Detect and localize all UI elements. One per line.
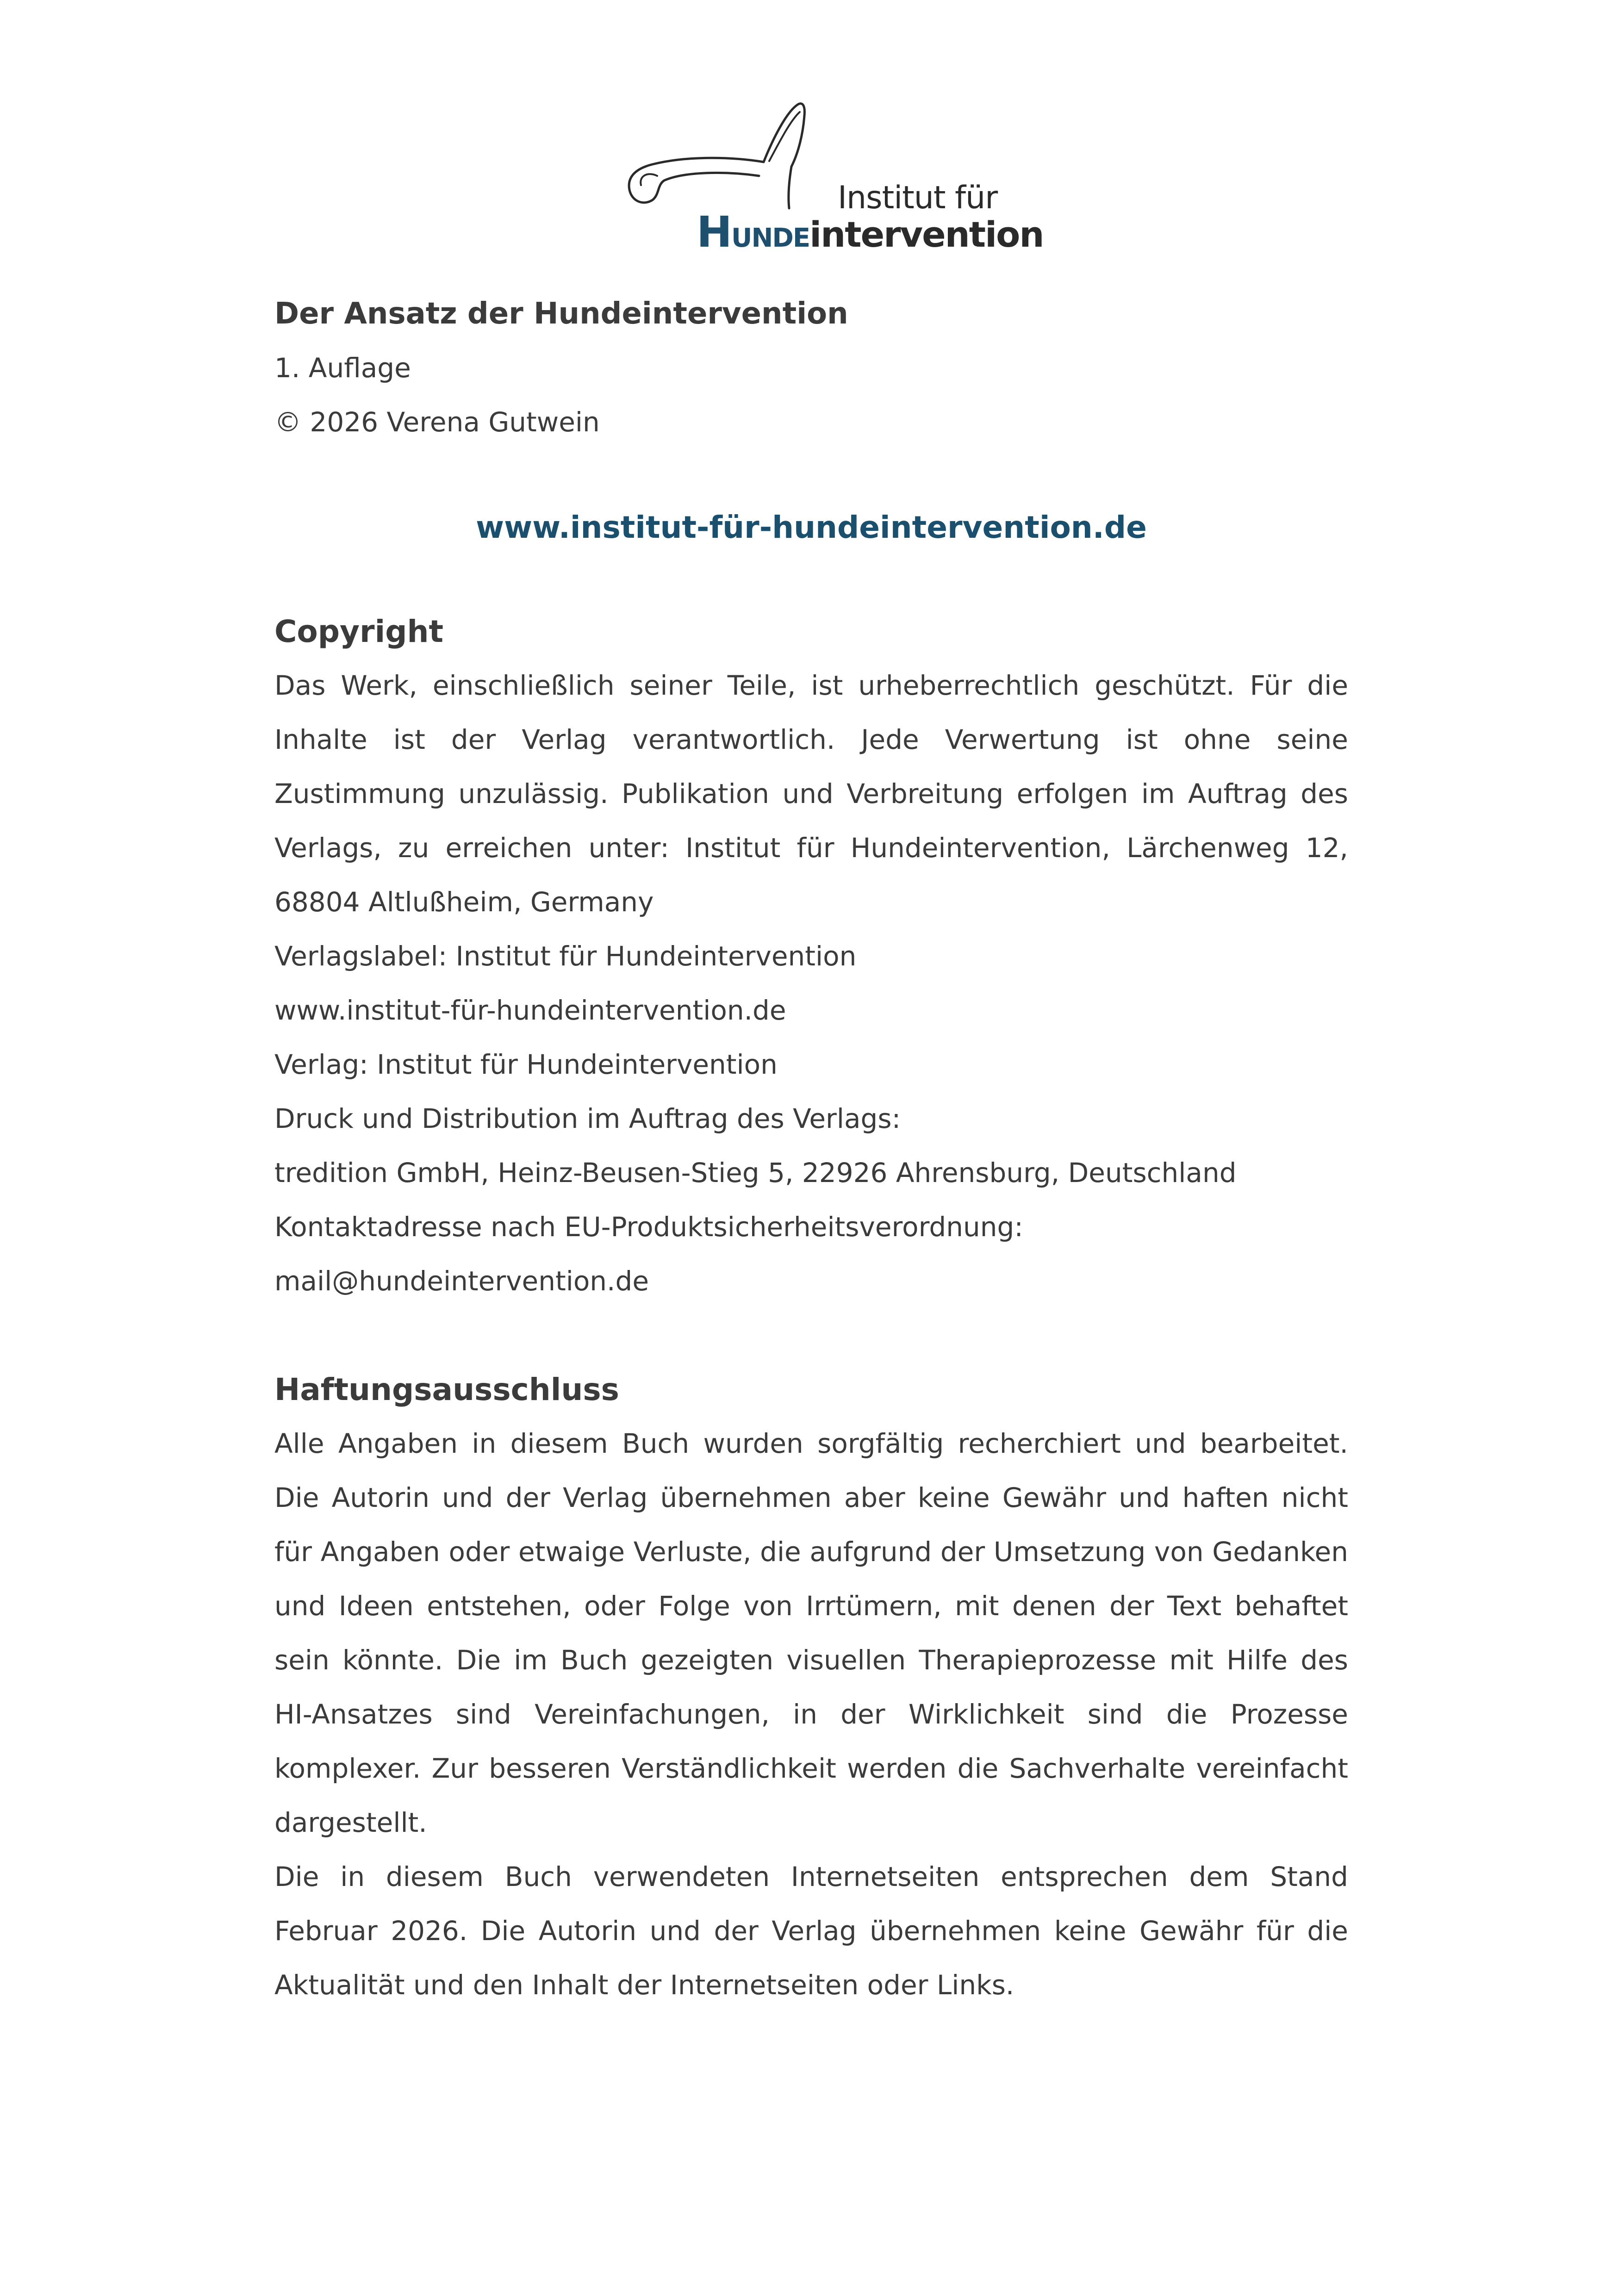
publisher-label-line: Verlagslabel: Institut für Hundeintervention: [274, 940, 857, 972]
disclaimer-heading: Haftungsausschluss: [274, 1372, 619, 1407]
logo-rest: intervention: [809, 214, 1044, 255]
disclaimer-paragraph-2: Die in diesem Buch verwendeten Internetseiten entsprechen dem Stand Februar 2026. Die Autorin und der Verlag übernehmen keine Gewähr für die Aktualität und den Inhalt der Internetseiten oder Links.: [274, 1861, 1348, 2001]
printer-address-line: tredition GmbH, Heinz-Beusen-Stieg 5, 22926 Ahrensburg, Deutschland: [274, 1157, 1237, 1188]
logo-text-line1: Institut für: [838, 180, 998, 216]
contact-email[interactable]: mail@hundeintervention.de: [274, 1265, 649, 1297]
print-distribution-line: Druck und Distribution im Auftrag des Verlags:: [274, 1103, 901, 1134]
copyright-notice: © 2026 Verena Gutwein: [274, 406, 600, 438]
logo-caps: UNDE: [731, 223, 810, 253]
website-line[interactable]: www.institut-für-hundeintervention.de: [274, 995, 786, 1026]
copyright-heading: Copyright: [274, 614, 443, 649]
edition: 1. Auflage: [274, 352, 411, 384]
publisher-line: Verlag: Institut für Hundeintervention: [274, 1049, 778, 1080]
book-title: Der Ansatz der Hundeintervention: [274, 297, 848, 331]
contact-address-label: Kontaktadresse nach EU-Produktsicherheitsverordnung:: [274, 1211, 1023, 1243]
section-spacer: [274, 1308, 1348, 1363]
logo-text-line2: [697, 207, 1043, 257]
imprint-content: [274, 287, 1348, 2012]
institute-logo: [620, 102, 1044, 257]
logo-letter-h: H: [697, 207, 731, 257]
disclaimer-paragraph-1: Alle Angaben in diesem Buch wurden sorgfältig recherchiert und bearbeitet. Die Autorin und der Verlag übernehmen aber keine Gewähr und haften nicht für Angaben oder etwaige Verluste, die aufgrund der Umsetzung von Gedanken und Ideen entstehen, oder Folge von Irrtümern, mit denen der Text behaftet sein könnte. Die im Buch gezeigten visuellen Therapieprozesse mit Hilfe des HI-Ansatzes sind Vereinfachungen, in der Wirklichkeit sind die Prozesse komplexer. Zur besseren Verständlichkeit werden die Sachverhalte vereinfacht dargestellt.: [274, 1428, 1348, 1838]
website-link[interactable]: www.institut-für-hundeintervention.de: [476, 510, 1147, 545]
copyright-paragraph: Das Werk, einschließlich seiner Teile, ist urheberrechtlich geschützt. Für die Inhalte ist der Verlag verantwortlich. Jede Verwertung ist ohne seine Zustimmung unzulässig. Publikation und Verbreitung erfolgen im Auftrag des Verlags, zu erreichen unter: Institut für Hundeintervention, Lärchenweg 12, 68804 Altlußheim, Germany: [274, 670, 1348, 918]
